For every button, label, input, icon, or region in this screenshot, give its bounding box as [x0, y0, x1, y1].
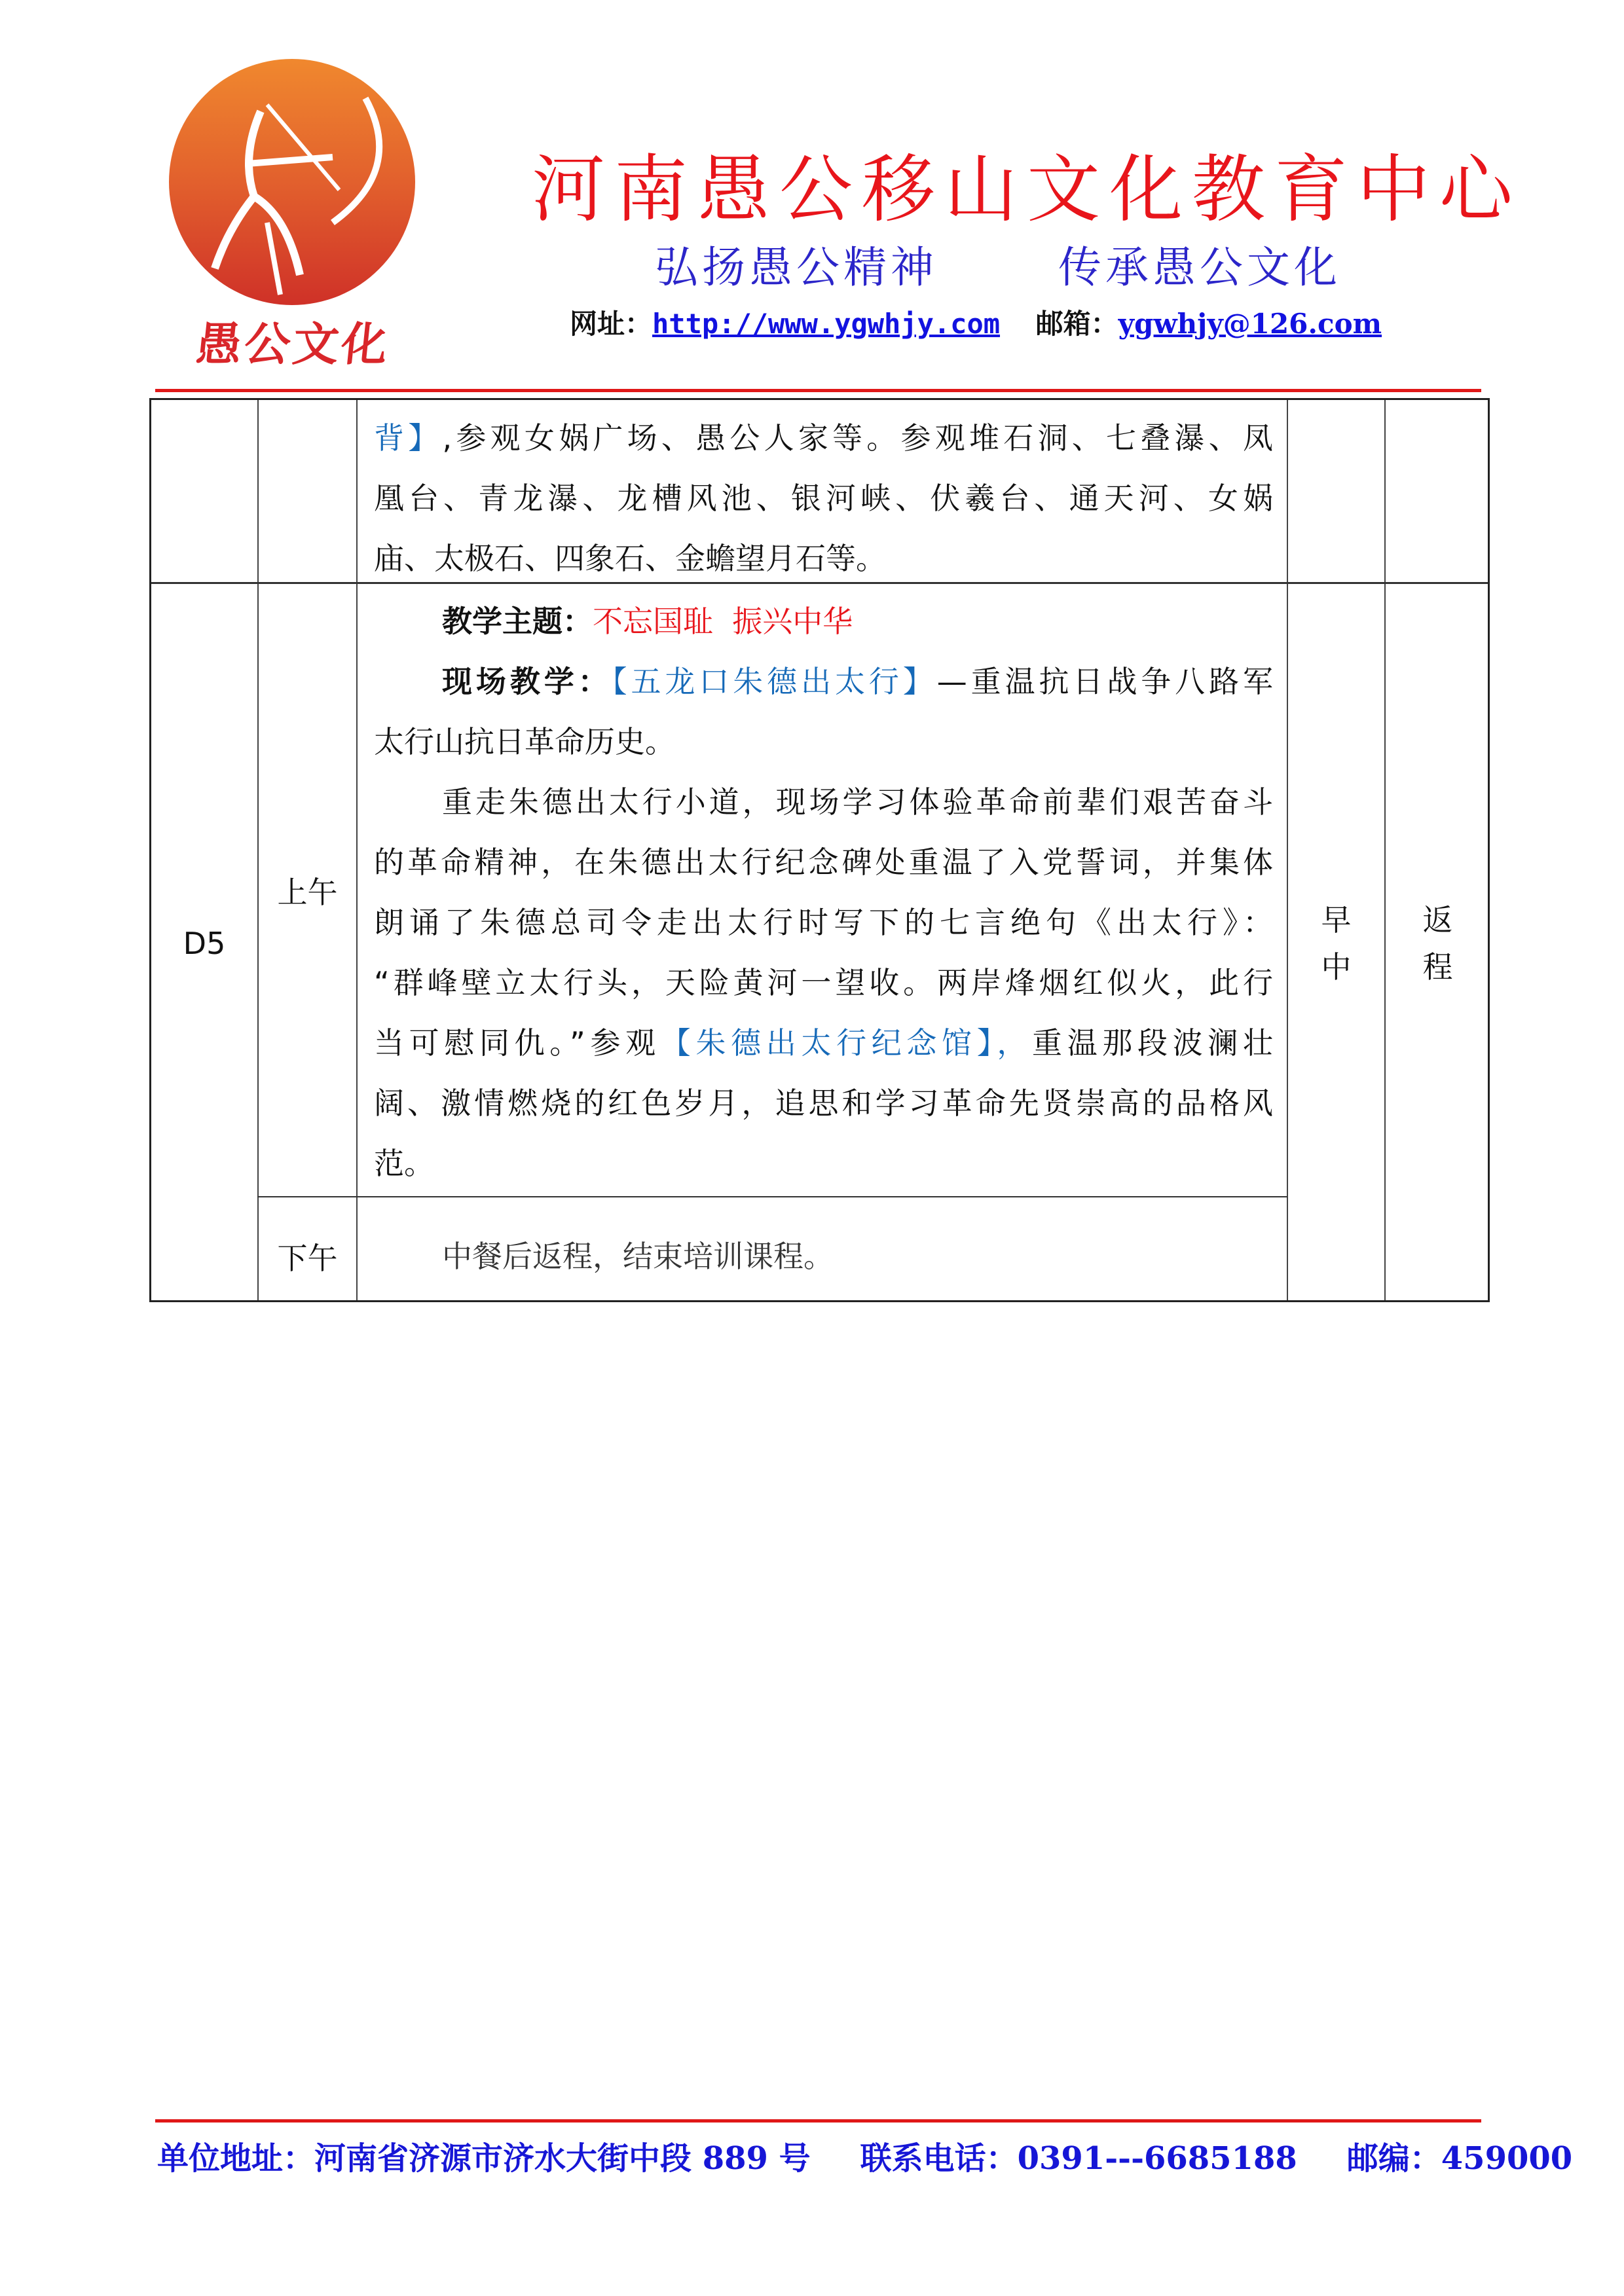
- meal-breakfast: 早: [1321, 902, 1352, 938]
- day-cell: D5: [183, 925, 226, 961]
- text-line: 当可慰同仇。”参观【朱德出太行纪念馆】，重温那段波澜壮: [374, 1025, 1274, 1061]
- slogan-right: 传承愚公文化: [1058, 242, 1341, 293]
- contact-line: [570, 302, 1382, 342]
- text-line: 范。: [374, 1146, 434, 1181]
- prev-row-content: [374, 408, 1273, 589]
- footer-phone: 联系电话：0391---6685188: [860, 2140, 1297, 2177]
- text-line: 的革命精神，在朱德出太行纪念碑处重温了入党誓词，并集体: [374, 845, 1273, 880]
- theme-line: 教学主题：不忘国耻 振兴中华: [442, 604, 853, 639]
- email-link[interactable]: ygwhjy@126.com: [1118, 308, 1382, 340]
- website-label: 网址：: [570, 308, 653, 340]
- slogan-left: 弘扬愚公精神: [655, 242, 938, 293]
- email-label: 邮箱：: [1035, 308, 1118, 340]
- col-divider: [356, 400, 358, 1300]
- text-line: 重走朱德出太行小道，现场学习体验革命前辈们艰苦奋斗: [442, 784, 1273, 820]
- lodging-char: 返: [1422, 902, 1453, 938]
- website-link[interactable]: http://www.ygwhjy.com: [652, 308, 1001, 340]
- lodging-char: 程: [1422, 949, 1453, 985]
- meal-cell: [1288, 584, 1384, 1302]
- morning-content: [374, 591, 1273, 1194]
- row-divider: [257, 1196, 1287, 1197]
- text-line: 庙、太极石、四象石、金蟾望月石等。: [374, 541, 886, 576]
- footer-divider: [155, 2119, 1481, 2123]
- afternoon-content: [374, 1226, 1273, 1286]
- text-line: 背】,参观女娲广场、愚公人家等。参观堆石洞、七叠瀑、凤: [374, 420, 1274, 456]
- afternoon-label: 下午: [277, 1241, 338, 1276]
- text-line: “群峰壁立太行头，天险黄河一望收。两岸烽烟红似火，此行: [374, 965, 1273, 1000]
- slogan: [655, 232, 1341, 295]
- schedule-table: [149, 398, 1490, 1302]
- header-divider: [155, 389, 1481, 392]
- archer-icon: [169, 59, 415, 305]
- site-line: 现场教学：【五龙口朱德出太行】—重温抗日战争八路军: [442, 664, 1274, 699]
- text-line: 凰台、青龙瀑、龙槽风池、银河峡、伏羲台、通天河、女娲: [374, 481, 1273, 516]
- text-line: 中餐后返程，结束培训课程。: [442, 1239, 834, 1274]
- morning-label: 上午: [277, 874, 338, 910]
- footer-address: 单位地址：河南省济源市济水大街中段 889 号: [157, 2140, 811, 2177]
- text-line: 太行山抗日革命历史。: [374, 724, 675, 759]
- footer-postcode: 邮编：459000: [1346, 2140, 1573, 2177]
- org-title: 河南愚公移山文化教育中心: [532, 147, 1522, 232]
- logo-emblem: [169, 59, 415, 305]
- text-line: 朗诵了朱德总司令走出太行时写下的七言绝句《出太行》：: [374, 905, 1273, 940]
- meal-lunch: 中: [1321, 949, 1352, 985]
- logo-text: 愚公文化: [193, 317, 393, 371]
- lodging-cell: [1386, 584, 1490, 1302]
- text-line: 阔、激情燃烧的红色岁月，追思和学习革命先贤崇高的品格风: [374, 1085, 1273, 1121]
- footer: [157, 2133, 1572, 2178]
